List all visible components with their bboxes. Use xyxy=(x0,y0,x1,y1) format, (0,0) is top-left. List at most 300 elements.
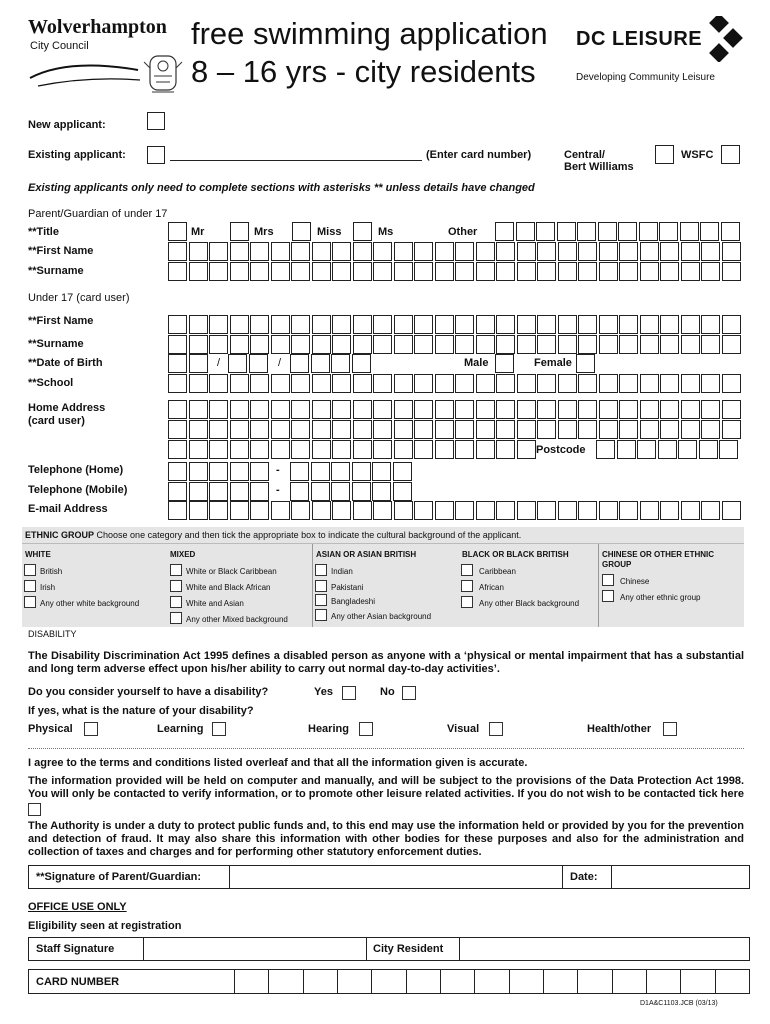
female-checkbox[interactable] xyxy=(576,354,595,373)
dob-month-boxes[interactable] xyxy=(228,354,268,373)
char-box[interactable] xyxy=(701,400,720,419)
char-box[interactable] xyxy=(372,482,391,501)
char-box[interactable] xyxy=(230,315,249,334)
char-box[interactable] xyxy=(722,400,741,419)
card-number-cell[interactable] xyxy=(303,970,337,993)
date-field[interactable] xyxy=(611,866,750,888)
char-box[interactable] xyxy=(271,374,290,393)
char-box[interactable] xyxy=(332,420,351,439)
school-boxes[interactable] xyxy=(168,374,740,393)
char-box[interactable] xyxy=(659,222,678,241)
char-box[interactable] xyxy=(373,262,392,281)
char-box[interactable] xyxy=(394,335,413,354)
char-box[interactable] xyxy=(660,501,679,520)
char-box[interactable] xyxy=(599,374,618,393)
char-box[interactable] xyxy=(558,374,577,393)
mixed-caribbean-checkbox[interactable] xyxy=(170,564,182,576)
mixed-other-checkbox[interactable] xyxy=(170,612,182,624)
guardian-first-boxes[interactable] xyxy=(168,242,740,261)
char-box[interactable] xyxy=(414,315,433,334)
char-box[interactable] xyxy=(455,420,474,439)
learning-checkbox[interactable] xyxy=(212,722,226,736)
title-miss-checkbox[interactable] xyxy=(292,222,311,241)
char-box[interactable] xyxy=(640,315,659,334)
char-box[interactable] xyxy=(476,315,495,334)
mixed-asian-checkbox[interactable] xyxy=(170,596,182,608)
char-box[interactable] xyxy=(721,222,740,241)
char-box[interactable] xyxy=(393,482,412,501)
char-box[interactable] xyxy=(496,420,515,439)
central-checkbox[interactable] xyxy=(655,145,674,164)
char-box[interactable] xyxy=(537,262,556,281)
char-box[interactable] xyxy=(639,222,658,241)
char-box[interactable] xyxy=(168,400,187,419)
black-caribbean-checkbox[interactable] xyxy=(461,564,473,576)
card-number-cell[interactable] xyxy=(440,970,474,993)
char-box[interactable] xyxy=(435,420,454,439)
char-box[interactable] xyxy=(312,501,331,520)
char-box[interactable] xyxy=(168,440,187,459)
char-box[interactable] xyxy=(394,242,413,261)
char-box[interactable] xyxy=(536,222,555,241)
card-number-cell[interactable] xyxy=(543,970,577,993)
char-box[interactable] xyxy=(640,374,659,393)
char-box[interactable] xyxy=(230,262,249,281)
char-box[interactable] xyxy=(353,242,372,261)
address-line-1[interactable] xyxy=(168,400,740,419)
char-box[interactable] xyxy=(332,262,351,281)
char-box[interactable] xyxy=(312,420,331,439)
char-box[interactable] xyxy=(681,420,700,439)
hearing-checkbox[interactable] xyxy=(359,722,373,736)
char-box[interactable] xyxy=(476,501,495,520)
char-box[interactable] xyxy=(681,262,700,281)
char-box[interactable] xyxy=(291,335,310,354)
char-box[interactable] xyxy=(332,501,351,520)
char-box[interactable] xyxy=(353,400,372,419)
postcode-boxes[interactable] xyxy=(596,440,740,459)
char-box[interactable] xyxy=(291,315,310,334)
white-irish-checkbox[interactable] xyxy=(24,580,36,592)
asian-indian-checkbox[interactable] xyxy=(315,564,327,576)
char-box[interactable] xyxy=(393,462,412,481)
char-box[interactable] xyxy=(596,440,615,459)
char-box[interactable] xyxy=(168,354,187,373)
title-mr-checkbox[interactable] xyxy=(168,222,187,241)
char-box[interactable] xyxy=(660,400,679,419)
black-african-checkbox[interactable] xyxy=(461,580,473,592)
card-number-cell[interactable] xyxy=(337,970,371,993)
char-box[interactable] xyxy=(455,315,474,334)
char-box[interactable] xyxy=(496,501,515,520)
char-box[interactable] xyxy=(517,262,536,281)
char-box[interactable] xyxy=(558,315,577,334)
no-contact-checkbox[interactable] xyxy=(28,803,41,816)
char-box[interactable] xyxy=(291,242,310,261)
char-box[interactable] xyxy=(414,242,433,261)
tel-home-area[interactable] xyxy=(168,462,268,481)
char-box[interactable] xyxy=(250,462,269,481)
city-resident-field[interactable] xyxy=(459,938,750,960)
char-box[interactable] xyxy=(230,501,249,520)
char-box[interactable] xyxy=(598,222,617,241)
char-box[interactable] xyxy=(373,374,392,393)
char-box[interactable] xyxy=(394,315,413,334)
char-box[interactable] xyxy=(291,262,310,281)
char-box[interactable] xyxy=(209,335,228,354)
dob-year-boxes[interactable] xyxy=(290,354,370,373)
char-box[interactable] xyxy=(435,501,454,520)
char-box[interactable] xyxy=(640,420,659,439)
char-box[interactable] xyxy=(640,335,659,354)
char-box[interactable] xyxy=(476,335,495,354)
char-box[interactable] xyxy=(271,420,290,439)
char-box[interactable] xyxy=(414,374,433,393)
new-applicant-checkbox[interactable] xyxy=(147,112,165,130)
char-box[interactable] xyxy=(168,482,187,501)
char-box[interactable] xyxy=(414,440,433,459)
char-box[interactable] xyxy=(496,262,515,281)
char-box[interactable] xyxy=(209,315,228,334)
char-box[interactable] xyxy=(578,400,597,419)
char-box[interactable] xyxy=(230,242,249,261)
existing-applicant-checkbox[interactable] xyxy=(147,146,165,164)
char-box[interactable] xyxy=(168,335,187,354)
char-box[interactable] xyxy=(619,315,638,334)
staff-signature-field[interactable] xyxy=(143,938,367,960)
char-box[interactable] xyxy=(699,440,718,459)
char-box[interactable] xyxy=(189,440,208,459)
char-box[interactable] xyxy=(660,335,679,354)
card-number-cell[interactable] xyxy=(646,970,680,993)
char-box[interactable] xyxy=(189,501,208,520)
char-box[interactable] xyxy=(189,400,208,419)
other-ethnic-checkbox[interactable] xyxy=(602,590,614,602)
tel-home-number[interactable] xyxy=(290,462,410,481)
char-box[interactable] xyxy=(352,462,371,481)
char-box[interactable] xyxy=(680,222,699,241)
char-box[interactable] xyxy=(619,335,638,354)
char-box[interactable] xyxy=(455,400,474,419)
char-box[interactable] xyxy=(168,462,187,481)
dob-day-boxes[interactable] xyxy=(168,354,208,373)
char-box[interactable] xyxy=(311,354,330,373)
char-box[interactable] xyxy=(209,462,228,481)
char-box[interactable] xyxy=(496,242,515,261)
asian-other-checkbox[interactable] xyxy=(315,609,327,621)
char-box[interactable] xyxy=(681,374,700,393)
char-box[interactable] xyxy=(517,400,536,419)
char-box[interactable] xyxy=(658,440,677,459)
char-box[interactable] xyxy=(250,420,269,439)
char-box[interactable] xyxy=(250,501,269,520)
char-box[interactable] xyxy=(537,400,556,419)
card-number-cell[interactable] xyxy=(268,970,302,993)
char-box[interactable] xyxy=(599,501,618,520)
char-box[interactable] xyxy=(599,242,618,261)
char-box[interactable] xyxy=(496,374,515,393)
address-line-3[interactable] xyxy=(168,440,531,459)
char-box[interactable] xyxy=(228,354,247,373)
char-box[interactable] xyxy=(577,222,596,241)
char-box[interactable] xyxy=(312,315,331,334)
char-box[interactable] xyxy=(209,501,228,520)
char-box[interactable] xyxy=(312,335,331,354)
char-box[interactable] xyxy=(291,420,310,439)
card-number-cell[interactable] xyxy=(680,970,714,993)
char-box[interactable] xyxy=(599,420,618,439)
char-box[interactable] xyxy=(209,242,228,261)
char-box[interactable] xyxy=(250,315,269,334)
char-box[interactable] xyxy=(455,374,474,393)
chinese-checkbox[interactable] xyxy=(602,574,614,586)
char-box[interactable] xyxy=(271,400,290,419)
char-box[interactable] xyxy=(394,440,413,459)
char-box[interactable] xyxy=(558,400,577,419)
char-box[interactable] xyxy=(168,242,187,261)
char-box[interactable] xyxy=(249,354,268,373)
char-box[interactable] xyxy=(619,400,638,419)
char-box[interactable] xyxy=(250,400,269,419)
char-box[interactable] xyxy=(619,420,638,439)
char-box[interactable] xyxy=(331,482,350,501)
char-box[interactable] xyxy=(373,335,392,354)
char-box[interactable] xyxy=(189,374,208,393)
char-box[interactable] xyxy=(394,501,413,520)
char-box[interactable] xyxy=(168,501,187,520)
char-box[interactable] xyxy=(537,374,556,393)
char-box[interactable] xyxy=(640,262,659,281)
char-box[interactable] xyxy=(517,315,536,334)
char-box[interactable] xyxy=(678,440,697,459)
char-box[interactable] xyxy=(394,400,413,419)
char-box[interactable] xyxy=(455,440,474,459)
char-box[interactable] xyxy=(312,242,331,261)
char-box[interactable] xyxy=(578,501,597,520)
char-box[interactable] xyxy=(168,374,187,393)
signature-field[interactable] xyxy=(229,866,563,888)
char-box[interactable] xyxy=(312,374,331,393)
char-box[interactable] xyxy=(250,262,269,281)
char-box[interactable] xyxy=(353,374,372,393)
card-number-cell[interactable] xyxy=(715,970,749,993)
char-box[interactable] xyxy=(250,374,269,393)
char-box[interactable] xyxy=(394,374,413,393)
card-number-line[interactable] xyxy=(170,160,422,161)
black-other-checkbox[interactable] xyxy=(461,596,473,608)
char-box[interactable] xyxy=(681,315,700,334)
char-box[interactable] xyxy=(291,400,310,419)
char-box[interactable] xyxy=(353,262,372,281)
char-box[interactable] xyxy=(353,420,372,439)
char-box[interactable] xyxy=(332,374,351,393)
char-box[interactable] xyxy=(435,315,454,334)
char-box[interactable] xyxy=(332,315,351,334)
char-box[interactable] xyxy=(394,420,413,439)
mixed-african-checkbox[interactable] xyxy=(170,580,182,592)
char-box[interactable] xyxy=(640,400,659,419)
char-box[interactable] xyxy=(640,501,659,520)
char-box[interactable] xyxy=(558,242,577,261)
char-box[interactable] xyxy=(637,440,656,459)
char-box[interactable] xyxy=(373,420,392,439)
char-box[interactable] xyxy=(189,262,208,281)
title-mrs-checkbox[interactable] xyxy=(230,222,249,241)
char-box[interactable] xyxy=(414,335,433,354)
char-box[interactable] xyxy=(209,374,228,393)
char-box[interactable] xyxy=(701,262,720,281)
char-box[interactable] xyxy=(373,315,392,334)
card-number-cell[interactable] xyxy=(234,970,268,993)
char-box[interactable] xyxy=(312,262,331,281)
char-box[interactable] xyxy=(435,262,454,281)
char-box[interactable] xyxy=(230,482,249,501)
char-box[interactable] xyxy=(681,242,700,261)
char-box[interactable] xyxy=(517,440,536,459)
char-box[interactable] xyxy=(373,400,392,419)
char-box[interactable] xyxy=(271,315,290,334)
char-box[interactable] xyxy=(189,482,208,501)
char-box[interactable] xyxy=(189,315,208,334)
char-box[interactable] xyxy=(557,222,576,241)
char-box[interactable] xyxy=(271,262,290,281)
char-box[interactable] xyxy=(271,335,290,354)
char-box[interactable] xyxy=(209,482,228,501)
char-box[interactable] xyxy=(435,440,454,459)
char-box[interactable] xyxy=(495,222,514,241)
char-box[interactable] xyxy=(455,262,474,281)
char-box[interactable] xyxy=(517,374,536,393)
char-box[interactable] xyxy=(312,440,331,459)
char-box[interactable] xyxy=(722,374,741,393)
char-box[interactable] xyxy=(189,354,208,373)
tel-mobile-number[interactable] xyxy=(290,482,410,501)
child-surname-boxes[interactable] xyxy=(168,335,740,354)
char-box[interactable] xyxy=(558,262,577,281)
char-box[interactable] xyxy=(414,262,433,281)
char-box[interactable] xyxy=(353,440,372,459)
char-box[interactable] xyxy=(189,335,208,354)
char-box[interactable] xyxy=(599,315,618,334)
char-box[interactable] xyxy=(271,242,290,261)
char-box[interactable] xyxy=(578,420,597,439)
card-number-cell[interactable] xyxy=(612,970,646,993)
char-box[interactable] xyxy=(189,242,208,261)
char-box[interactable] xyxy=(373,242,392,261)
char-box[interactable] xyxy=(353,335,372,354)
char-box[interactable] xyxy=(230,335,249,354)
title-ms-checkbox[interactable] xyxy=(353,222,372,241)
char-box[interactable] xyxy=(700,222,719,241)
char-box[interactable] xyxy=(414,400,433,419)
char-box[interactable] xyxy=(250,242,269,261)
char-box[interactable] xyxy=(209,420,228,439)
card-number-cell[interactable] xyxy=(509,970,543,993)
char-box[interactable] xyxy=(435,242,454,261)
char-box[interactable] xyxy=(599,262,618,281)
char-box[interactable] xyxy=(230,374,249,393)
card-number-cell[interactable] xyxy=(406,970,440,993)
char-box[interactable] xyxy=(476,262,495,281)
tel-mobile-area[interactable] xyxy=(168,482,268,501)
char-box[interactable] xyxy=(414,501,433,520)
char-box[interactable] xyxy=(455,501,474,520)
char-box[interactable] xyxy=(435,400,454,419)
char-box[interactable] xyxy=(722,501,741,520)
char-box[interactable] xyxy=(618,222,637,241)
char-box[interactable] xyxy=(558,335,577,354)
card-number-cells[interactable] xyxy=(234,970,749,993)
char-box[interactable] xyxy=(681,400,700,419)
char-box[interactable] xyxy=(290,482,309,501)
char-box[interactable] xyxy=(617,440,636,459)
char-box[interactable] xyxy=(250,482,269,501)
char-box[interactable] xyxy=(476,420,495,439)
char-box[interactable] xyxy=(168,420,187,439)
char-box[interactable] xyxy=(476,400,495,419)
char-box[interactable] xyxy=(476,242,495,261)
char-box[interactable] xyxy=(250,440,269,459)
char-box[interactable] xyxy=(660,420,679,439)
char-box[interactable] xyxy=(209,262,228,281)
char-box[interactable] xyxy=(435,335,454,354)
char-box[interactable] xyxy=(660,242,679,261)
card-number-cell[interactable] xyxy=(474,970,508,993)
char-box[interactable] xyxy=(722,420,741,439)
char-box[interactable] xyxy=(353,315,372,334)
char-box[interactable] xyxy=(578,315,597,334)
char-box[interactable] xyxy=(517,242,536,261)
char-box[interactable] xyxy=(168,315,187,334)
char-box[interactable] xyxy=(372,462,391,481)
male-checkbox[interactable] xyxy=(495,354,514,373)
char-box[interactable] xyxy=(209,440,228,459)
white-british-checkbox[interactable] xyxy=(24,564,36,576)
char-box[interactable] xyxy=(291,440,310,459)
char-box[interactable] xyxy=(290,462,309,481)
char-box[interactable] xyxy=(578,374,597,393)
char-box[interactable] xyxy=(537,335,556,354)
char-box[interactable] xyxy=(681,335,700,354)
char-box[interactable] xyxy=(660,315,679,334)
char-box[interactable] xyxy=(373,501,392,520)
char-box[interactable] xyxy=(352,482,371,501)
char-box[interactable] xyxy=(496,315,515,334)
char-box[interactable] xyxy=(250,335,269,354)
email-boxes[interactable] xyxy=(168,501,740,520)
asian-pakistani-checkbox[interactable] xyxy=(315,580,327,592)
char-box[interactable] xyxy=(701,335,720,354)
char-box[interactable] xyxy=(230,462,249,481)
char-box[interactable] xyxy=(290,354,309,373)
char-box[interactable] xyxy=(701,420,720,439)
char-box[interactable] xyxy=(476,374,495,393)
char-box[interactable] xyxy=(619,501,638,520)
char-box[interactable] xyxy=(599,400,618,419)
char-box[interactable] xyxy=(271,501,290,520)
char-box[interactable] xyxy=(537,242,556,261)
char-box[interactable] xyxy=(394,262,413,281)
disability-no-checkbox[interactable] xyxy=(402,686,416,700)
char-box[interactable] xyxy=(722,262,741,281)
char-box[interactable] xyxy=(619,262,638,281)
char-box[interactable] xyxy=(414,420,433,439)
char-box[interactable] xyxy=(619,242,638,261)
char-box[interactable] xyxy=(332,440,351,459)
char-box[interactable] xyxy=(558,420,577,439)
char-box[interactable] xyxy=(496,400,515,419)
card-number-cell[interactable] xyxy=(371,970,405,993)
